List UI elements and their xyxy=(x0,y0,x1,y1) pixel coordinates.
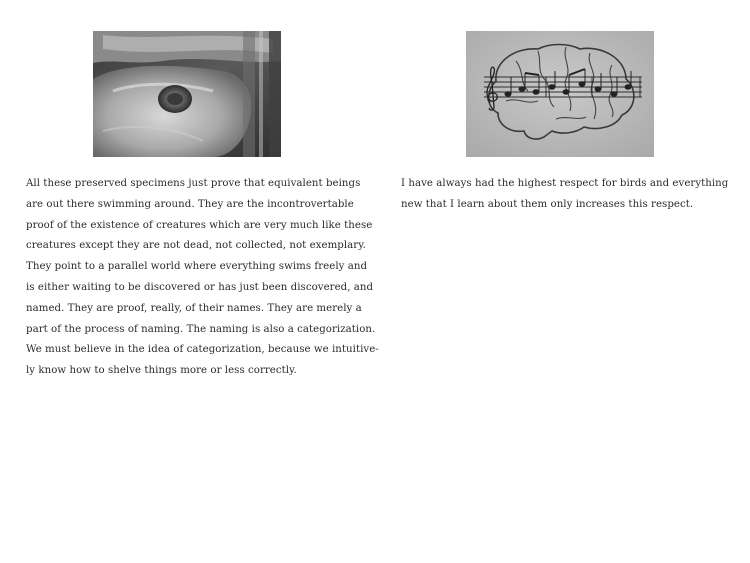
left-body-text xyxy=(26,174,379,382)
text-line: new that I learn about them only increases this respect. xyxy=(401,198,694,210)
text-line: ly know how to shelve things more or less correctly. xyxy=(26,365,297,377)
text-line: All these preserved specimens just prove that equivalent beings xyxy=(26,178,361,189)
right-body-text xyxy=(401,174,728,216)
text-line: creatures except they are not dead, not collected, not exemplary. xyxy=(26,240,366,252)
text-line: They point to a parallel world where everything swims freely and xyxy=(26,261,368,273)
text-line: named. They are proof, really, of their names. They are merely a xyxy=(26,302,362,314)
text-line: is either waiting to be discovered or has just been discovered, and xyxy=(26,281,374,293)
brain-music-icon xyxy=(466,31,654,157)
specimen-jar-icon xyxy=(93,31,281,157)
text-line: We must believe in the idea of categorization, because we intuitive- xyxy=(26,344,379,356)
brain-music-photo xyxy=(466,31,654,157)
text-line: are out there swimming around. They are the incontrovertable xyxy=(26,198,354,210)
specimen-jar-photo xyxy=(93,31,281,157)
text-line: I have always had the highest respect for birds and everything xyxy=(401,178,729,189)
text-line: part of the process of naming. The naming is also a categorization. xyxy=(26,323,376,335)
text-line: proof of the existence of creatures which are very much like these xyxy=(26,219,373,231)
